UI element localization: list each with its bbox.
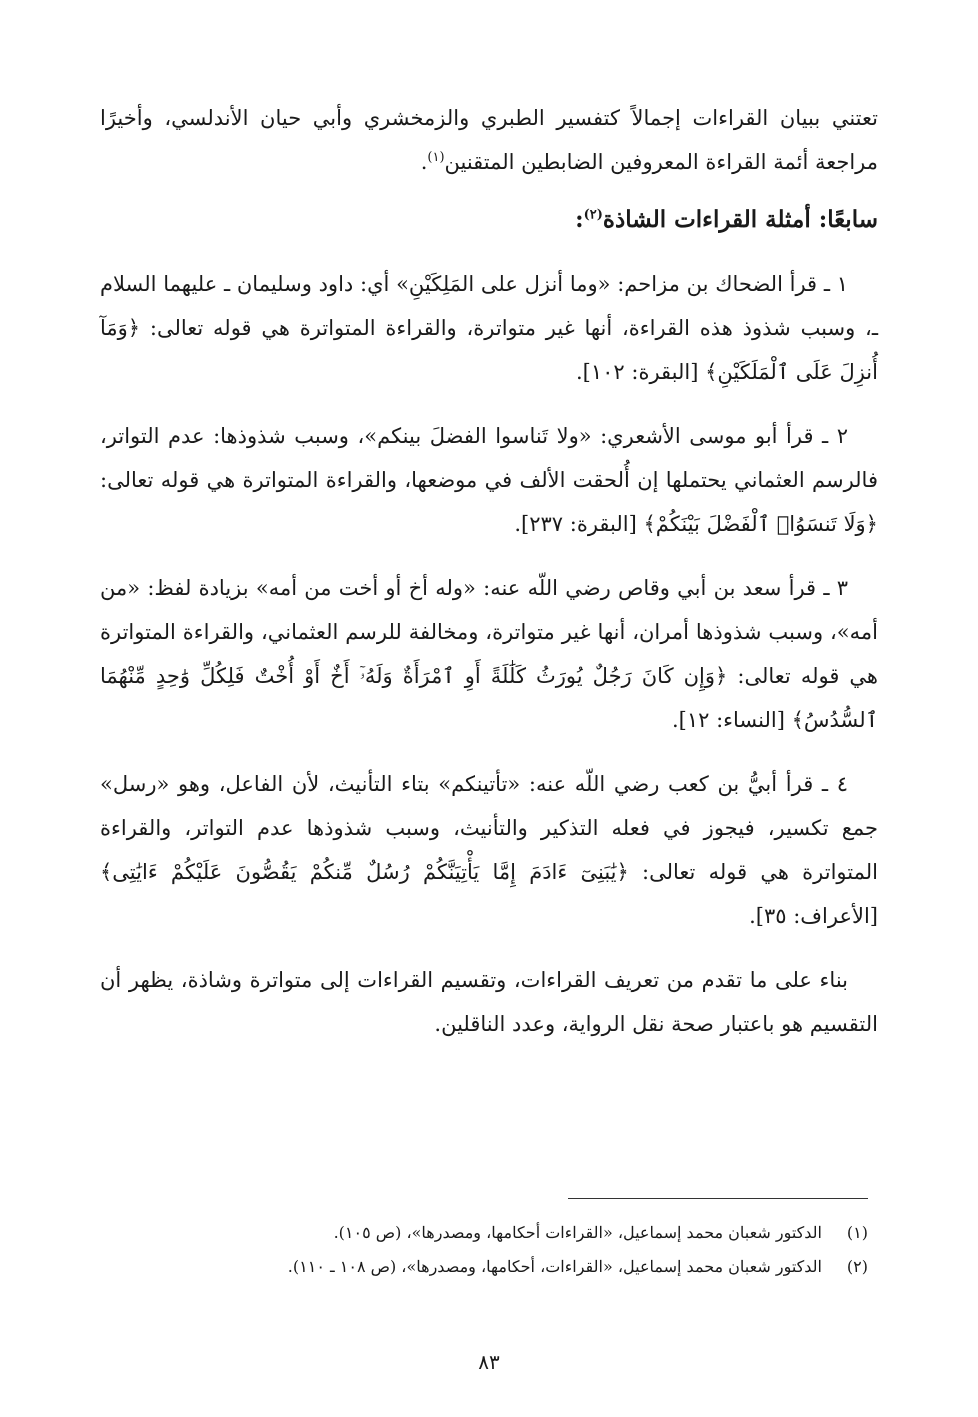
- example-text: ٤ ـ قرأ أبيُّ بن كعب رضي اللّه عنه: «تأتينكم» بتاء التأنيث، لأن الفاعل، وهو «رسل» جمع تكسير، فيجوز في فعله التذكير والتأنيث، وسبب شذوذها عدم التواتر، والقراءة المتواترة هي قوله تعالى:: [100, 772, 878, 884]
- quran-verse: ﴿يَٰبَنِىٓ ءَادَمَ إِمَّا يَأْتِيَنَّكُمْ رُسُلٌ مِّنكُمْ يَقُصُّونَ عَلَيْكُمْ ءَايَٰتِى﴾: [100, 860, 629, 884]
- intro-line-1: تعتني ببيان القراءات إجمالاً كتفسير الطبري والزمخشري وأبي حيان الأندلسي، وأخيرًا: [100, 106, 878, 130]
- example-item: [100, 762, 878, 938]
- page-number: ٨٣: [478, 1350, 500, 1374]
- footnote-number: (٢): [846, 1257, 868, 1276]
- quran-verse: ﴿وَمَآ أُنزِلَ عَلَى ٱلْمَلَكَيْنِ﴾: [100, 316, 878, 384]
- example-item: [100, 566, 878, 742]
- intro-line-2: مراجعة أئمة القراءة المعروفين الضابطين المتقنين: [444, 150, 878, 174]
- footnotes: [110, 1216, 868, 1284]
- intro-paragraph: [100, 96, 878, 184]
- footnote-item: [110, 1250, 868, 1284]
- footnote-divider: [568, 1198, 868, 1199]
- example-text: ٢ ـ قرأ أبو موسى الأشعري: «ولا تَناسوا الفضلَ بينكم»، وسبب شذوذها: عدم التواتر، فالرسم العثماني يحتملها إن أُلحقت الألف في موضعها، والقراءة المتواترة هي قوله تعالى:: [100, 424, 878, 492]
- verse-reference: [البقرة: ١٠٢].: [575, 360, 706, 384]
- main-text: [100, 96, 878, 1046]
- quran-verse: ﴿وَإِن كَانَ رَجُلٌ يُورَثُ كَلَٰلَةً أَوِ ٱمْرَأَةٌ وَلَهُۥٓ أَخٌ أَوْ أُخْتٌ فَلِكُلِّ وَٰحِدٍ مِّنْهُمَا ٱلسُّدُسُ﴾: [100, 664, 878, 732]
- example-text: ١ ـ قرأ الضحاك بن مزاحم: «وما أنزل على المَلِكَيْنِ» أي: داود وسليمان ـ عليهما السلام ـ، وسبب شذوذ هذه القراءة، أنها غير متواترة، والقراءة المتواترة هي قوله تعالى:: [100, 272, 878, 340]
- example-item: [100, 414, 878, 546]
- quran-verse: ﴿وَلَا تَنسَوُا۟ ٱلْفَضْلَ بَيْنَكُمْ﴾: [643, 512, 878, 536]
- closing-text: بناء على ما تقدم من تعريف القراءات، وتقسيم القراءات إلى متواترة وشاذة، يظهر أن التقسيم هو باعتبار صحة نقل الرواية، وعدد الناقلين.: [100, 968, 878, 1036]
- verse-reference: [الأعراف: ٣٥].: [749, 904, 878, 928]
- footnote-text: الدكتور شعبان محمد إسماعيل، «القراءات أحكامها، ومصدرها»، (ص ١٠٥).: [333, 1223, 822, 1242]
- closing-paragraph: [100, 958, 878, 1046]
- intro-line-2-end: .: [420, 150, 428, 174]
- section-heading: [100, 198, 878, 242]
- section-heading-end: :: [575, 206, 584, 233]
- footnote-text: الدكتور شعبان محمد إسماعيل، «القراءات، أحكامها، ومصدرها»، (ص ١٠٨ ـ ١١٠).: [287, 1257, 822, 1276]
- example-text: ٣ ـ قرأ سعد بن أبي وقاص رضي اللّه عنه: «وله أخ أو أخت من أمه» بزيادة لفظ: «من أمه»، وسبب شذوذها أمران، أنها غير متواترة، ومخالفة للرسم العثماني، والقراءة المتواترة هي قوله تعالى:: [100, 576, 878, 688]
- section-heading-text: سابعًا: أمثلة القراءات الشاذة: [602, 206, 878, 233]
- footnote-number: (١): [846, 1223, 868, 1242]
- verse-reference: [البقرة: ٢٣٧].: [514, 512, 644, 536]
- example-item: [100, 262, 878, 394]
- footnote-ref-1[interactable]: (١): [427, 150, 445, 165]
- footnote-item: [110, 1216, 868, 1250]
- verse-reference: [النساء: ١٢].: [671, 708, 792, 732]
- footnote-ref-2[interactable]: (٢): [583, 207, 603, 223]
